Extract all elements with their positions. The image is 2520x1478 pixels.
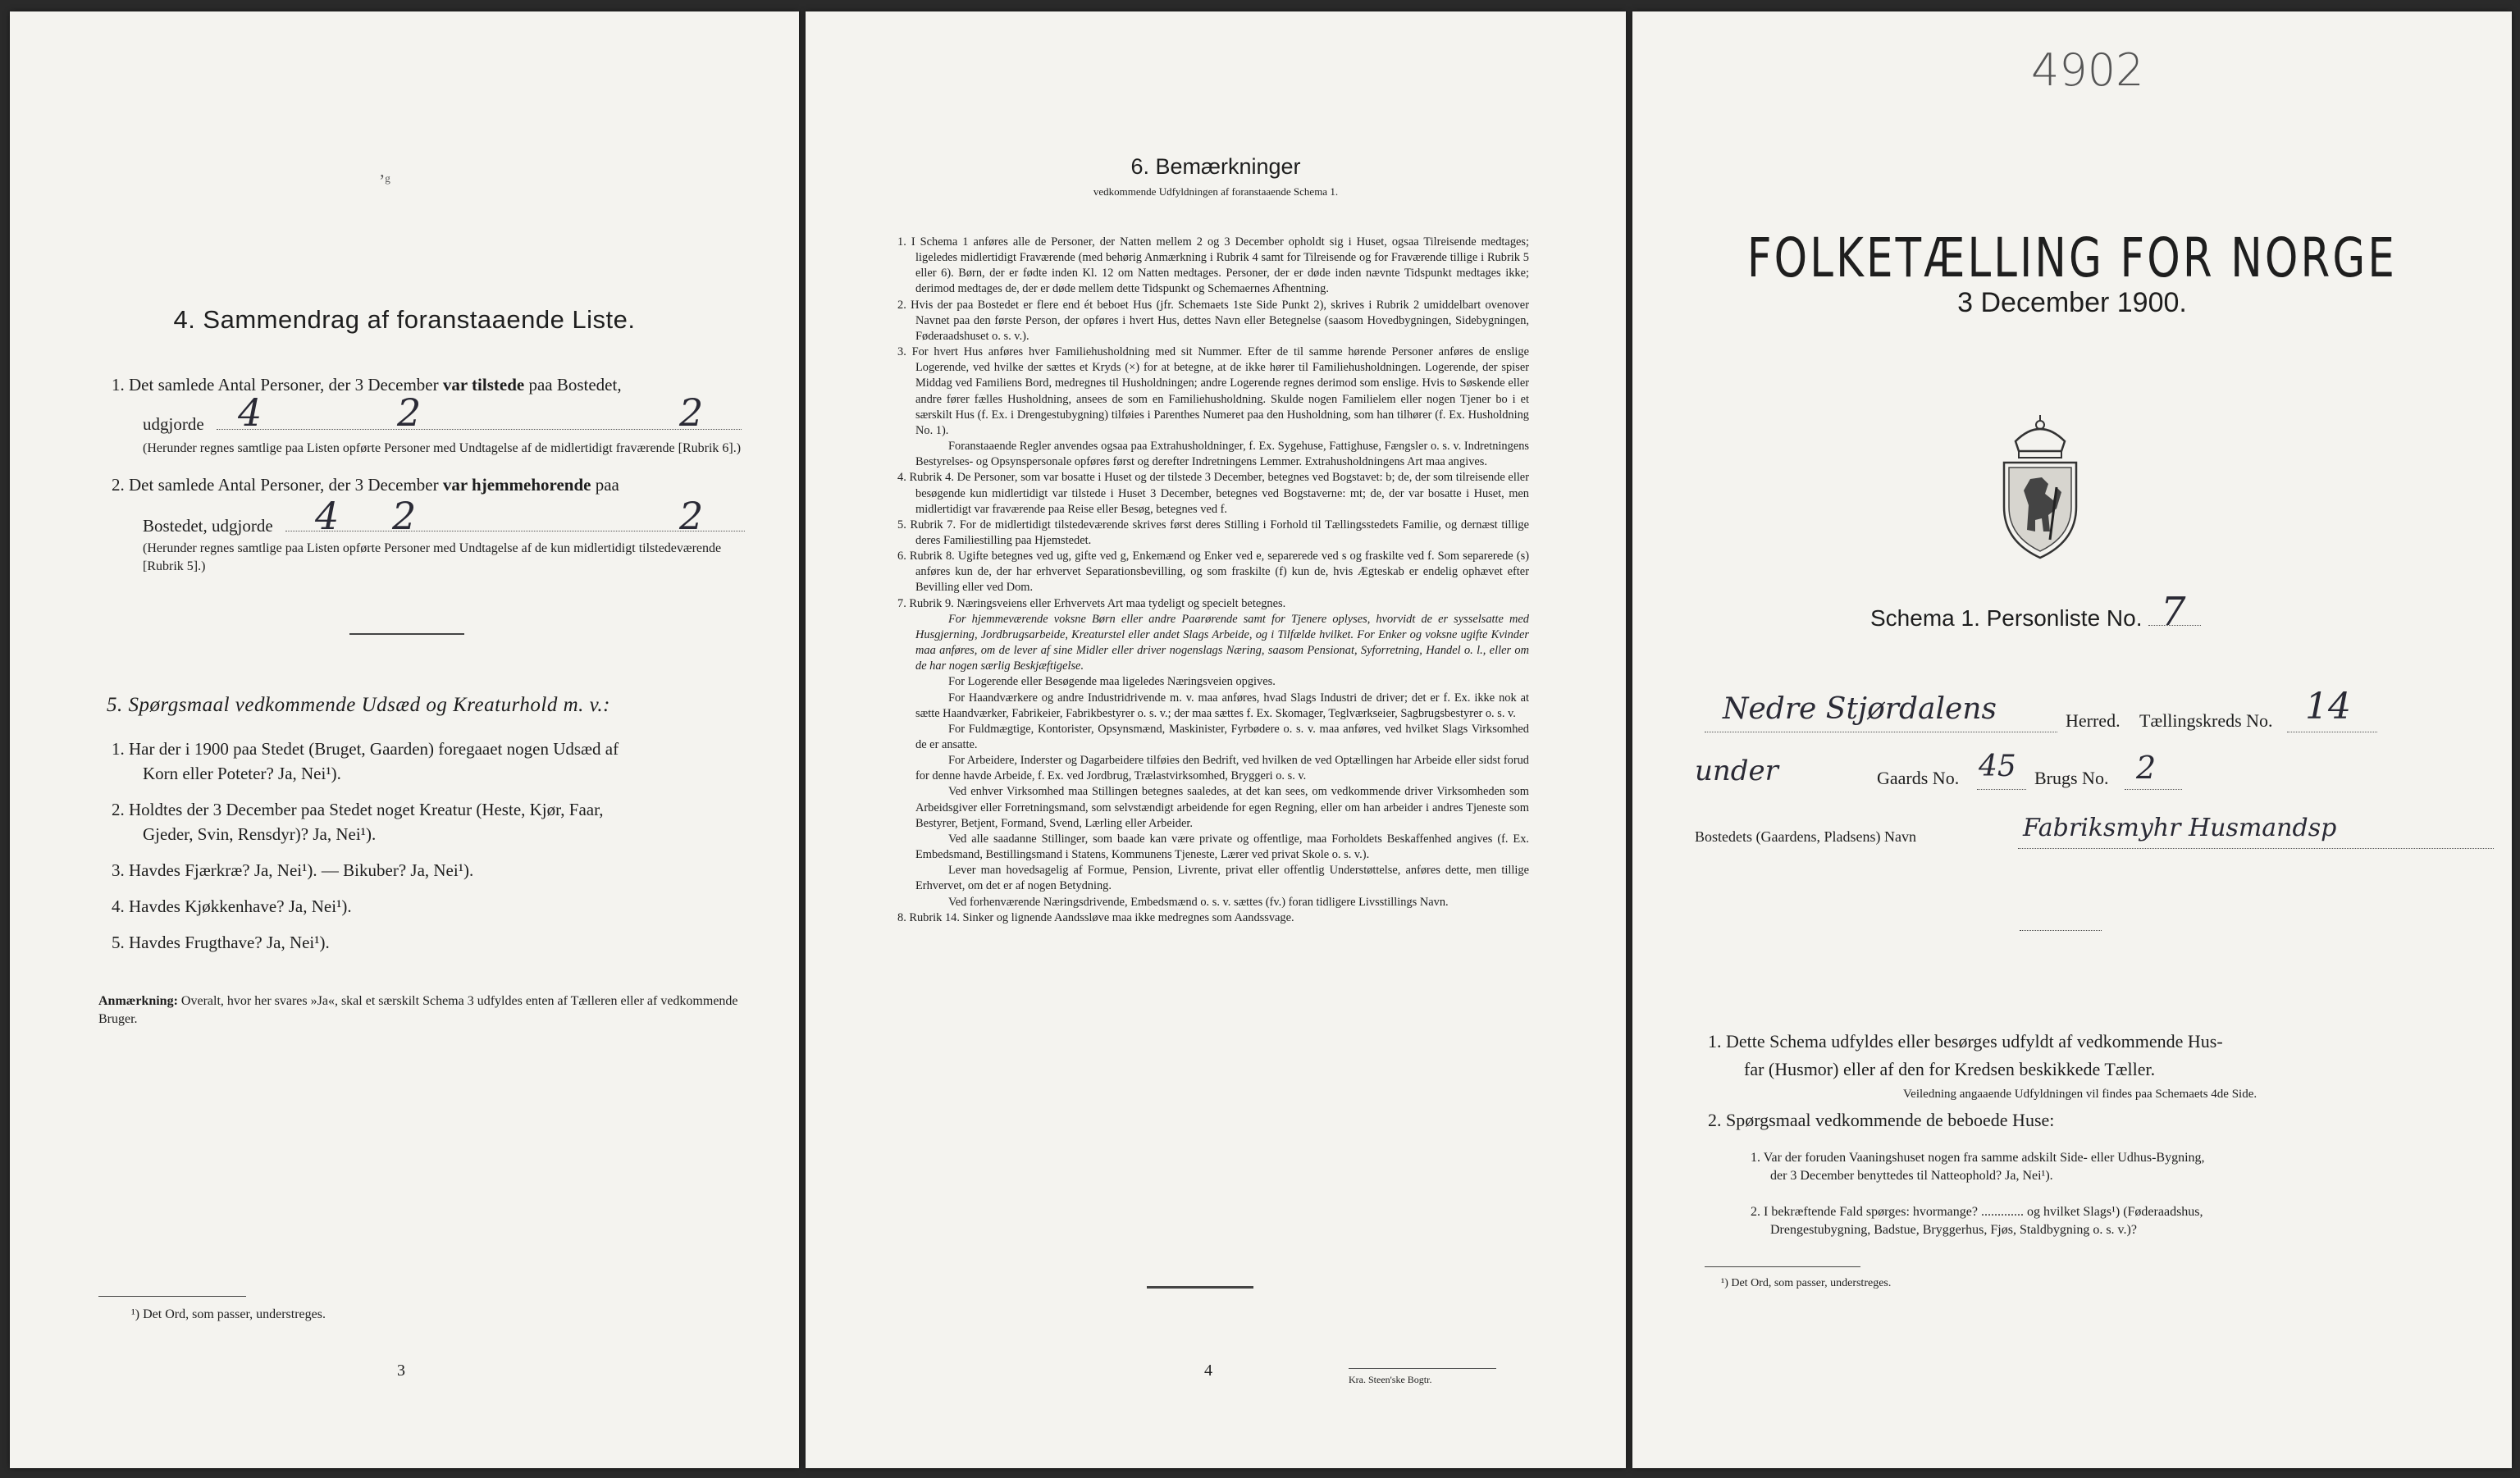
s4-q1-udgjorde-row <box>112 412 751 436</box>
s5-q1-b: Korn eller Poteter? Ja, Nei¹). <box>143 764 341 783</box>
schema-label-row <box>1870 605 2201 632</box>
s5-q2-b: Gjeder, Svin, Rensdyr)? Ja, Nei¹). <box>143 824 377 844</box>
instr1-a: 1. Dette Schema udfyldes eller besørges udfyldt af vedkommende Hus- <box>1708 1031 2223 1051</box>
top-mark: ʼᵍ <box>379 171 390 191</box>
remark-item: 1. I Schema 1 anføres alle de Personer, der Natten mellem 2 og 3 December opholdt sig i Huset, ogsaa Tilreisende medtages; ligeledes midlertidigt Fraværende (med behørig Anmærkning i Rubrik 4 samt for Tilreisende og for Fraværende tillige i Rubrik 5 eller 6). Børn, der er fødte inden Kl. 12 om Natten medtages. Personer, der er døde inden nævnte Tidspunkt medtages ikke; derimod medtages de, der er døde mellem dette Tidspunkt og Schemaernes Afhentning. <box>897 235 1529 296</box>
s4-q1 <box>112 372 751 397</box>
left-footnote: ¹) Det Ord, som passer, understreges. <box>131 1307 326 1321</box>
remark-subparagraph: Ved enhver Virksomhed maa Stillingen betegnes saaledes, at det kan sees, om vedkommende driver Virksomheden som Arbeidsgiver eller Forretningsmand, som selvstændigt arbeidende for egen Regning, eller om han arbeider i andres Tjeneste som Bestyrer, Betjent, Formand, Svend, Lærling eller Arbeider. <box>915 785 1529 830</box>
instr2: 2. Spørgsmaal vedkommende de beboede Huse: <box>1708 1110 2055 1130</box>
section6-subtitle: vedkommende Udfyldningen af foranstaaende Schema 1. <box>1093 185 1339 198</box>
s4-q2-text-a: 2. Det samlede Antal Personer, der 3 December <box>112 475 443 495</box>
annotation-label: Anmærkning: <box>98 994 178 1008</box>
bosted-hw: Fabriksmyhr Husmandsp <box>2023 814 2337 842</box>
instr1-b: far (Husmor) eller af den for Kredsen beskikkede Tæller. <box>1744 1059 2156 1079</box>
s4-q2-hw-men: 2 <box>392 494 417 538</box>
s4-q1-bold: var tilstede <box>442 375 525 395</box>
schema-label: Schema 1. Personliste No. <box>1870 605 2143 631</box>
s4-q2-text-b: paa <box>591 475 619 495</box>
remark-subparagraph: Ved forhenværende Næringsdrivende, Embedsmænd o. s. v. sættes (fv.) foran tidligere Livsstillings Navn. <box>948 895 1449 909</box>
remark-item: 4. Rubrik 4. De Personer, som var bosatte i Huset og der tilstede 3 December, betegnes ved Bogstavet: b; de, der som tilreisende eller besøgende kun midlertidigt var tilstede i Huset 3 December, betegnes ved Bogstaverne: mt; de, der var bosatte i Huset, men midlertidigt var fraværende paa Reise eller Besøg, betegnes ved f. <box>897 471 1529 516</box>
s4-q2-note: (Herunder regnes samtlige paa Listen opførte Personer med Undtagelse af de kun midlertidigt tilstedeværende [Rubrik 5].) <box>143 541 722 573</box>
s4-q1-fill-line <box>217 429 742 430</box>
annotation-text: Overalt, hvor her svares »Ja«, skal et særskilt Schema 3 udfyldes enten af Tælleren eller af vedkommende Bruger. <box>98 994 738 1026</box>
brugs-hw: 2 <box>2136 750 2157 786</box>
remark-subparagraph: For Logerende eller Besøgende maa ligeledes Næringsveien opgives. <box>948 675 1276 689</box>
page-middle <box>806 11 1626 1468</box>
middle-page-number: 4 <box>1204 1362 1212 1380</box>
remark-item: 3. For hvert Hus anføres hver Familiehusholdning med sit Nummer. Efter de til samme hørende Personer anføres de enslige Logerende, ved hvilke der sættes et Kryds (×) for at betegne, at de ikke hører til Familiehusholdningen. Logerende, der spiser Middag ved Familiens Bord, medregnes til Husholdningen; andre Logerende regnes derimod som enslige. Hvis to Søskende eller andre fører fælles Husholdning, ansees de som en Familiehusholdning. Skulde nogen Familielem eller nogen Tjener bo i et særskilt Hus (f. Ex. i Drengestubygning) tilføies i Parenthes Numeret paa den Husholdning, som han tilhører (f. Ex. Husholdning No. 1). <box>897 345 1529 437</box>
middle-divider <box>1147 1286 1253 1289</box>
right-divider <box>2020 930 2102 931</box>
s4-q2-bostedet-row <box>112 513 751 538</box>
remark-subparagraph: Lever man hovedsagelig af Formue, Pension, Livrente, privat eller offentlig Understøttelse, anføres dette, men tillige Erhvervet, om det er af nogen Betydning. <box>915 864 1529 893</box>
census-title: FOLKETÆLLING FOR NORGE <box>1746 226 2398 290</box>
gaard-line <box>1977 789 2026 790</box>
bosted-label: Bostedets (Gaardens, Pladsens) Navn <box>1695 828 1916 845</box>
gaard-hw: 45 <box>1979 750 2016 783</box>
remark-item: 7. Rubrik 9. Næringsveiens eller Erhvervets Art maa tydeligt og specielt betegnes. <box>897 596 1286 610</box>
instr2-2a: 2. I bekræftende Fald spørges: hvormange? ............. og hvilket Slags¹) (Føderaadshus, <box>1751 1205 2203 1219</box>
remark-item: 5. Rubrik 7. For de midlertidigt tilstedeværende skrives først deres Stilling i Forhold til Tællingsstedets Familie, og dernæst tillige deres Familiestilling paa Hjemstedet. <box>897 518 1529 547</box>
remark-subparagraph: Ved alle saadanne Stillinger, som baade kan være private og offentlige, maa Forholdets Beskaffenhed angives (f. Ex. Embedsmand, Bestillingsmand i Statens, Kommunens Tjeneste, Lærer ved privat Skole o. s. v.). <box>915 832 1529 862</box>
right-footnote: ¹) Det Ord, som passer, understreges. <box>1721 1277 1892 1289</box>
s5-q2-a: 2. Holdtes der 3 December paa Stedet noget Kreatur (Heste, Kjør, Faar, <box>112 800 604 819</box>
s4-q2-bostedet: Bostedet, udgjorde <box>143 516 273 536</box>
printer-imprint: Kra. Steen'ske Bogtr. <box>1349 1368 1496 1389</box>
s4-q1-hw-men: 2 <box>397 390 422 435</box>
s4-q1-note: (Herunder regnes samtlige paa Listen opførte Personer med Undtagelse af de midlertidigt fraværende [Rubrik 6].) <box>143 441 742 455</box>
s4-q2-bold: var hjemmehorende <box>442 475 591 495</box>
s5-q1-a: 1. Har der i 1900 paa Stedet (Bruget, Gaarden) foregaaet nogen Udsæd af <box>112 739 619 759</box>
s4-q2 <box>112 472 751 497</box>
brugs-line <box>2125 789 2182 790</box>
s4-q2-hw-total: 4 <box>315 494 340 538</box>
instr1-c: Veiledning angaaende Udfyldningen vil findes paa Schemaets 4de Side. <box>1903 1088 2258 1101</box>
s5-q5: 5. Havdes Frugthave? Ja, Nei¹). <box>112 933 330 952</box>
remark-item: 6. Rubrik 8. Ugifte betegnes ved ug, gifte ved g, Enkemænd og Enker ved e, separerede ved s og fraskilte ved f. Som separerede (s) anføres kun de, der har erhvervet Separationsbevilling, og som fraskilte (f) kun de, hvis Ægteskab er endelig ophævet efter Bevilling eller ved Dom. <box>897 550 1529 595</box>
s4-q1-text-a: 1. Det samlede Antal Personer, der 3 December <box>112 375 443 395</box>
archive-number: 4902 <box>2031 44 2144 96</box>
section6-title: 6. Bemærkninger <box>1130 154 1301 179</box>
page-left <box>10 11 799 1468</box>
instr2-1a: 1. Var der foruden Vaaningshuset nogen fra samme adskilt Side- eller Udhus-Bygning, <box>1751 1151 2205 1165</box>
remark-subparagraph: For Haandværkere og andre Industridrivende m. v. maa anføres, hvad Slags Industri de driver; det er f. Ex. ikke nok at sætte Haandværker, Fabrikeier, Fabrikbestyrer o. s. v.; der maa sættes f. Ex. Skomager, Teglværkseier, Sagbrugsbestyrer o. s. v. <box>915 691 1529 720</box>
section5-title: 5. Spørgsmaal vedkommende Udsæd og Kreaturhold m. v.: <box>107 694 610 716</box>
section4-title: 4. Sammendrag af foranstaaende Liste. <box>173 305 636 334</box>
herred-label: Herred. <box>2066 710 2121 731</box>
gaard-label: Gaards No. <box>1877 768 1960 788</box>
bosted-line <box>2018 848 2494 849</box>
under-hw: under <box>1695 755 1778 787</box>
left-page-number: 3 <box>397 1362 405 1380</box>
coat-of-arms-icon <box>1991 408 2089 564</box>
s4-q1-text-b: paa Bostedet, <box>524 375 622 395</box>
s4-q1-hw-total: 4 <box>238 390 262 435</box>
remark-item: 8. Rubrik 14. Sinker og lignende Aandssløve maa ikke medregnes som Aandssvage. <box>897 910 1294 924</box>
kreds-hw: 14 <box>2305 686 2351 728</box>
instr2-2b: Drengestubygning, Badstue, Bryggerhus, Fjøs, Staldbygning o. s. v.)? <box>1770 1223 2137 1237</box>
left-divider <box>349 633 464 635</box>
remarks-body <box>897 235 1529 926</box>
s5-q4: 4. Havdes Kjøkkenhave? Ja, Nei¹). <box>112 896 352 916</box>
herred-hw: Nedre Stjørdalens <box>1723 692 1997 726</box>
s4-q2-hw-women: 2 <box>679 494 704 538</box>
remark-subparagraph: For Fuldmægtige, Kontorister, Opsynsmænd, Maskinister, Fyrbødere o. s. v. maa anføres, ved hvilket Slags Virksomhed de er ansatte. <box>915 722 1529 751</box>
brugs-label: Brugs No. <box>2034 768 2109 788</box>
kreds-label: Tællingskreds No. <box>2139 710 2273 731</box>
remark-subparagraph: For Arbeidere, Inderster og Dagarbeidere tilføies den Bedrift, ved hvilken de ved Optællingen har Arbeide eller sidst forud for denne havde Arbeide, f. Ex. ved Jordbrug, Trælastvirksomhed, Bryggeri o. s. v. <box>915 754 1529 783</box>
schema-number-hw: 7 <box>2161 589 2186 635</box>
remark-item: 2. Hvis der paa Bostedet er flere end ét beboet Hus (jfr. Schemaets 1ste Side Punkt 2), skrives i Rubrik 2 umiddelbart ovenover Navnet paa den første Person, der opføres i hvert Hus, dettes Navn eller Betegnelse (saasom Hovedbygningen, Sidebygningen, Føderaadshuset o. s. v.). <box>897 298 1529 343</box>
instr2-1b: der 3 December benyttedes til Natteophold? Ja, Nei¹). <box>1770 1169 2053 1183</box>
s4-q1-hw-women: 2 <box>679 390 704 435</box>
remark-subparagraph: Foranstaaende Regler anvendes ogsaa paa Extrahusholdninger, f. Ex. Sygehuse, Fattighuse, Fængsler o. s. v. Indretningens Bestyrelses- og Opsynspersonale opføres først og derefter Indretningens Lemmer. Extrahusholdningens Art maa angives. <box>915 440 1529 469</box>
remark-subparagraph: For hjemmeværende voksne Børn eller andre Paarørende samt for Tjenere oplyses, hvorvidt de er sysselsatte med Husgjerning, Jordbrugsarbeide, Kreaturstel eller andet Slags Arbeide, og i Tilfælde hvilket. For Enker og voksne ugifte Kvinder maa anføres, om de lever af sine Midler eller driver nogenslags Næring, saasom Pensionat, Syforretning, Handel o. l., eller om de har nogen særlig Beskjæftigelse. <box>915 612 1529 673</box>
right-footnote-rule <box>1705 1266 1860 1267</box>
census-date: 3 December 1900. <box>1957 287 2187 318</box>
footnote-rule <box>98 1296 246 1297</box>
annotation <box>98 992 738 1029</box>
page-right <box>1632 11 2512 1468</box>
s4-q1-udgjorde: udgjorde <box>143 414 204 434</box>
s5-q3: 3. Havdes Fjærkræ? Ja, Nei¹). — Bikuber? Ja, Nei¹). <box>112 860 474 880</box>
